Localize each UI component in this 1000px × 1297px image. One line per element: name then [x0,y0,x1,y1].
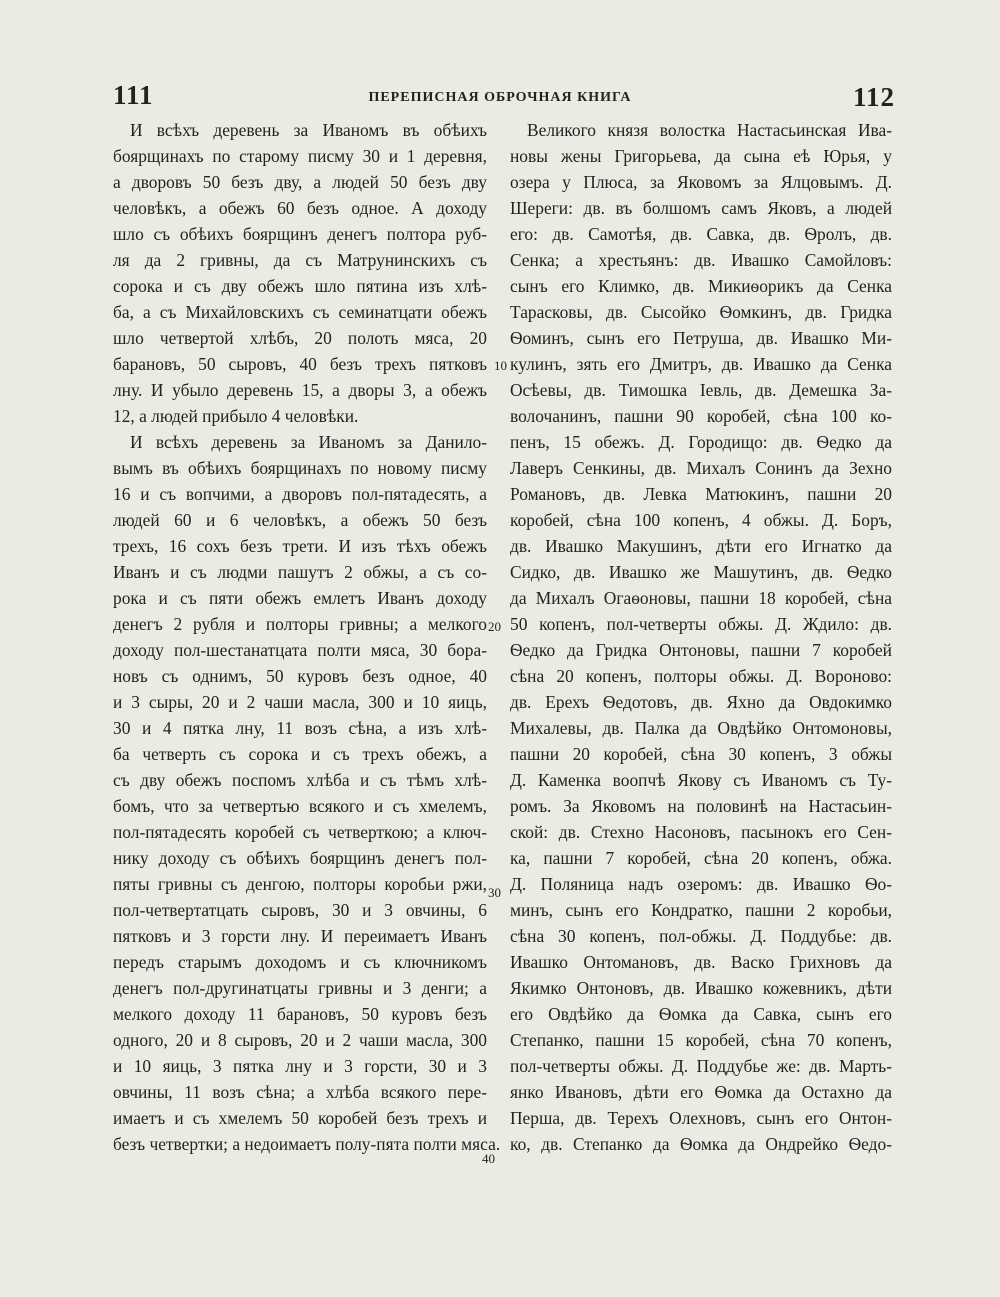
text-line: человѣкъ, а обежъ 60 безъ одное. А доходу [113,198,487,218]
text-line: 12, а людей прибыло 4 человѣки. [113,406,359,426]
text-line: ской: дв. Стехно Насоновъ, пасынокъ его Сен- [510,822,892,842]
right-text-column [510,117,892,1157]
text-line: Романовъ, дв. Левка Матюкинъ, пашни 20 [510,484,892,504]
text-line: вымъ въ обѣихъ боярщинахъ по новому писму [113,458,487,478]
text-line: Осѣевы, дв. Тимошка Іевль, дв. Демешка За- [510,380,892,400]
text-line: Ѳоминъ, сынъ его Петруша, дв. Ивашко Ми- [510,328,892,348]
text-line: янко Ивановъ, дѣти его Ѳомка да Остахно да [510,1082,892,1102]
text-line: и 10 яиць, 3 пятка лну и 3 горсти, 30 и 3 [113,1056,487,1076]
text-line: ромъ. За Яковомъ на половинѣ на Настасьин- [510,796,892,816]
text-line: одного, 20 и 8 сыровъ, 20 и 2 чаши масла, 300 [113,1030,487,1050]
text-line: И всѣхъ деревень за Иваномъ за Данило- [130,432,487,452]
text-line: сѣна 20 копенъ, полторы обжы. Д. Вороново: [510,666,892,686]
left-text-column [113,117,501,1157]
text-line: нику доходу съ обѣихъ боярщинъ денегъ пол- [113,848,487,868]
text-line: пашни 20 коробей, сѣна 30 копенъ, 3 обжы [510,744,892,764]
text-line: ба четверть съ сорока и съ трехъ обежъ, а [113,744,487,764]
text-line: коробей, сѣна 100 копенъ, 4 обжы. Д. Боръ, [510,510,892,530]
text-line: пол-четвертатцать сыровъ, 30 и 3 овчины, 6 [113,900,487,920]
text-line: ля да 2 гривны, да съ Матрунинскихъ съ [113,250,487,270]
text-line: сорока и съ дву обежъ шло пятина изъ хлѣ- [113,276,487,296]
right-page-number: 112 [853,82,896,112]
text-line: новъ съ однимъ, 50 куровъ безъ одное, 40 [113,666,487,686]
text-line: съ дву обежъ поспомъ хлѣба и съ тѣмъ хлѣ- [113,770,487,790]
page-header [0,78,1000,118]
text-line: денегъ 2 рубля и полторы гривны; а мелкого [113,614,487,634]
text-line: кулинъ, зять его Дмитръ, дв. Ивашко да Сенка [510,354,892,374]
text-line: Михалевы, дв. Палка да Овдѣйко Онтомоновы, [510,718,892,738]
text-line: Лаверъ Сенкины, дв. Михалъ Сонинъ да Зехно [510,458,892,478]
text-line: мелкого доходу 11 барановъ, 50 куровъ безъ [113,1004,487,1024]
text-line: сынъ его Климко, дв. Микиѳорикъ да Сенка [510,276,892,296]
text-line: овчины, 11 возъ сѣна; а хлѣба всякого пере- [113,1082,487,1102]
text-line: дв. Ерехъ Ѳедотовъ, дв. Яхно да Овдокимко [510,692,892,712]
text-line: Великого князя волостка Настасьинская Ива- [527,120,892,140]
text-line: шло съ обѣихъ боярщинъ денегъ полтора руб- [113,224,487,244]
text-line: его Овдѣйко да Ѳомка да Савка, сынъ его [510,1004,892,1024]
text-line: дв. Ивашко Макушинъ, дѣти его Игнатко да [510,536,892,556]
text-line: лну. И убыло деревень 15, а дворы 3, а обежъ [113,380,487,400]
text-line: боярщинахъ по старому писму 30 и 1 деревня, [113,146,487,166]
text-line: пенъ, 15 обежъ. Д. Городищо: дв. Ѳедко да [510,432,892,452]
text-line: его: дв. Самотѣя, дв. Савка, дв. Ѳролъ, дв. [510,224,892,244]
text-line: доходу пол-шестанатцата полти мяса, 30 бора- [113,640,487,660]
text-line: передъ старымъ доходомъ и съ ключникомъ [113,952,487,972]
text-line: рока и съ пяти обежъ емлетъ Иванъ доходу [113,588,487,608]
text-line: волочанинъ, пашни 90 коробей, сѣна 100 ко- [510,406,892,426]
text-line: бомъ, что за четвертью всякого и съ хмелемъ, [113,796,487,816]
text-line: людей 60 и 6 человѣкъ, а обежъ 50 безъ [113,510,487,530]
text-line: пол-четверты обжы. Д. Поддубье же: дв. Марть- [510,1056,892,1076]
left-page-number: 111 [113,80,154,110]
text-line: новы жены Григорьева, да сына еѣ Юрья, у [510,146,892,166]
text-line: Д. Поляница надъ озеромъ: дв. Ивашко Ѳо- [510,874,892,894]
text-line: Тарасковы, дв. Сысойко Ѳомкинъ, дв. Гридка [510,302,892,322]
text-line: сѣна 30 копенъ, пол-обжы. Д. Поддубье: дв. [510,926,892,946]
line-number-marker: 30 [488,885,501,900]
text-line: Ѳедко да Гридка Онтоновы, пашни 7 коробей [510,640,892,660]
text-line: денегъ пол-другинатцаты гривны и 3 денги; а [113,978,487,998]
text-line: Сидко, дв. Ивашко же Машутинъ, дв. Ѳедко [510,562,892,582]
line-number-marker: 10 [494,358,507,373]
text-line: И всѣхъ деревень за Иваномъ въ обѣихъ [130,120,487,140]
text-line: барановъ, 50 сыровъ, 40 безъ трехъ пятковъ [113,354,487,374]
text-line: трехъ, 16 сохъ безъ трети. И изъ тѣхъ обежъ [113,536,487,556]
text-line: ко, дв. Степанко да Ѳомка да Ондрейко Ѳедо- [510,1134,892,1154]
text-line: 30 и 4 пятка лну, 11 возъ сѣна, а изъ хлѣ- [113,718,487,738]
text-line: Сенка; а хрестьянъ: дв. Ивашко Самойловъ: [510,250,892,270]
text-line: Шереги: дв. въ болшомъ самъ Яковъ, а людей [510,198,892,218]
text-line: Ивашко Онтомановъ, дв. Васко Грихновъ да [510,952,892,972]
text-line: имаетъ и съ хмелемъ 50 коробей безъ трехъ и [113,1108,487,1128]
text-line: пятковъ и 3 горсти лну. И переимаетъ Иванъ [113,926,487,946]
text-line: 16 и съ вопчими, а дворовъ пол-пятадесять, а [113,484,487,504]
text-line: безъ четвертки; а недоимаетъ полу-пята полти мяса. [113,1134,501,1154]
text-line: ка, пашни 7 коробей, сѣна 20 копенъ, обжа. [510,848,892,868]
text-line: ба, а съ Михайловскихъ съ семинатцати обежъ [113,302,487,322]
text-line: Якимко Онтоновъ, дв. Ивашко кожевникъ, дѣти [510,978,892,998]
text-line: шло четвертой хлѣбъ, 20 полоть мяса, 20 [113,328,487,348]
text-line: Степанко, пашни 15 коробей, сѣна 70 копенъ, [510,1030,892,1050]
line-number-marker: 40 [482,1151,495,1166]
text-line: минъ, сынъ его Кондратко, пашни 2 коробьи, [510,900,892,920]
text-line: пяты гривны съ денгою, полторы коробьи ржи, [113,874,487,894]
text-line: озера у Плюса, за Яковомъ за Ялцовымъ. Д. [510,172,892,192]
line-number-marker: 20 [488,619,501,634]
text-line: и 3 сыры, 20 и 2 чаши масла, 300 и 10 яиць, [113,692,487,712]
text-line: 50 копенъ, пол-четверты обжы. Д. Ждило: дв. [510,614,892,634]
text-line: а дворовъ 50 безъ дву, а людей 50 безъ дву [113,172,487,192]
text-line: да Михалъ Огаѳоновы, пашни 18 коробей, сѣна [510,588,892,608]
running-title: ПЕРЕПИСНАЯ ОБРОЧНАЯ КНИГА [368,90,632,105]
text-line: Иванъ и съ людми пашутъ 2 обжы, а съ со- [113,562,487,582]
text-line: пол-пятадесять коробей съ четверткою; а ключ- [113,822,487,842]
text-line: Д. Каменка воопчѣ Якову съ Иваномъ съ Ту- [510,770,892,790]
text-line: Перша, дв. Терехъ Олехновъ, сынъ его Онтон- [510,1108,892,1128]
